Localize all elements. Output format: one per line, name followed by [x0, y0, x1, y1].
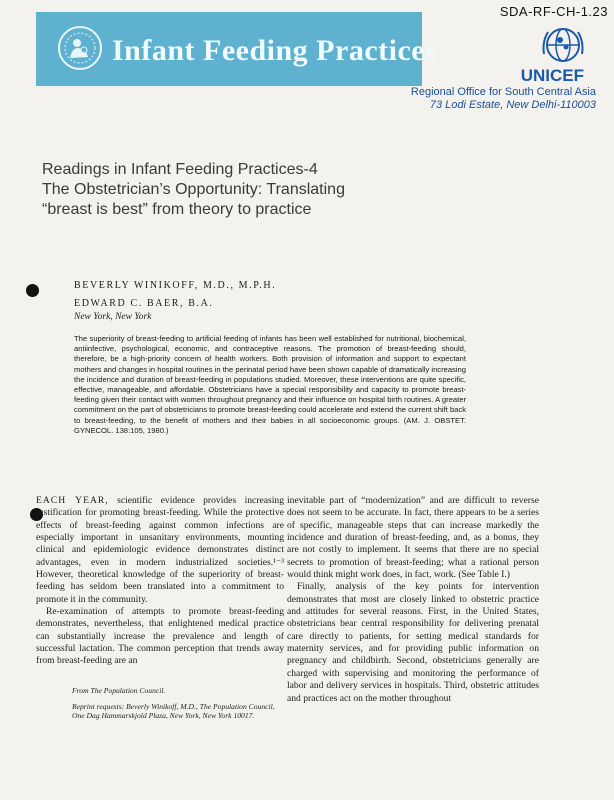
body-column-right	[287, 495, 539, 705]
unicef-name: UNICEF	[520, 66, 584, 85]
title-line: Readings in Infant Feeding Practices-4	[42, 161, 318, 178]
body-paragraph: Re-examination of attempts to promote breast-feeding demonstrates, nevertheless, that enlightened medical practice can substantially increase the prevalence and length of successful lactation. The common perception that trends away from breast-feeding are an	[36, 606, 284, 667]
article-title	[42, 160, 502, 220]
body-paragraph: inevitable part of “modernization” and are difficult to reverse does not seem to be accurate. In fact, there appears to be a series of specific, manageable steps that can increase markedly the incidence and duration of breast-feeding, and, as a bonus, they are not costly to implement. It seems that there are no special secrets to promotion of breast-feeding; what a rational person would think might work does, in fact, work. (See Table I.)	[287, 495, 539, 581]
unicef-emblem-icon	[538, 20, 588, 70]
office-address-line-2: 73 Lodi Estate, New Delhi-110003	[429, 99, 596, 111]
footnote-source: From The Population Council.	[72, 686, 166, 695]
title-line: The Obstetrician’s Opportunity: Translating	[42, 181, 345, 198]
body-paragraph: Finally, analysis of the key points for intervention demonstrates that most are closely linked to obstetric practice and attitudes for several reasons. First, in the United States, obstetricians bear central responsibility for delivering prenatal care directly to patients, for setting medical standards for maternity services, and for providing public information on pregnancy and childbirth. Second, obstetricians generally are charged with supervising and monitoring the performance of labor and delivery services in hospitals. Third, obstetric attitudes and practices act on the mother throughout	[287, 581, 539, 704]
body-paragraph: EACH YEAR, scientific evidence provides increasing justification for promoting breast-feeding. While the protective effects of breast-feeding against common infections are especially important in unsanitary environments, mounting clinical and epidemiologic evidence demonstrates distinct advantages, even in modern industrialized societies.¹⁻³ However, theoretical knowledge of the superiority of breast-feeding has seldom been translated into a commitment to promote it in the community.	[36, 495, 284, 605]
lead-in: EACH YEAR,	[36, 495, 109, 506]
banner	[36, 12, 438, 86]
author-name: EDWARD C. BAER, B.A.	[74, 298, 214, 309]
document-id: SDA-RF-CH-1.23	[499, 4, 608, 19]
body-column-left	[36, 495, 284, 668]
mother-child-seal-icon	[58, 26, 102, 70]
author-name: BEVERLY WINIKOFF, M.D., M.P.H.	[74, 280, 277, 291]
abstract: The superiority of breast-feeding to artificial feeding of infants has been well established for nutritional, biochemical, antiinfective, psychological, economic, and contraceptive reasons. The promotion of breast-feeding should, therefore, be a high-priority concern of health workers. Both provision of information and support to expectant mothers and changes in hospital routines in the perinatal period have been shown capable of dramatically increasing the incidence and duration of breast-feeding in populations studied. Moreover, these interventions are quite specific, effective, manageable, and affordable. Obstetricians have a special responsibility and capacity to promote breast-feeding given their contact with women throughout pregnancy and their influence on hospital birth routines. A greater commitment on the part of obstetricians to promote breast-feeding could accelerate and extend the current shift back to breast-feeding, to the benefit of mothers and their babies in all socioeconomic groups. (AM. J. OBSTET. GYNECOL. 138:105, 1980.)	[74, 334, 466, 435]
footnote	[72, 686, 287, 727]
punch-hole-mark	[26, 284, 39, 297]
footnote-reprint: Reprint requests: Beverly Winikoff, M.D., The Population Council, One Dag Hammarskjold Plaza, New York, New York 10017.	[72, 701, 275, 721]
author-affiliation: New York, New York	[74, 312, 152, 322]
banner-title: Infant Feeding Practices	[112, 34, 438, 67]
title-line: “breast is best” from theory to practice	[42, 201, 312, 218]
office-address-line-1: Regional Office for South Central Asia	[410, 86, 596, 98]
